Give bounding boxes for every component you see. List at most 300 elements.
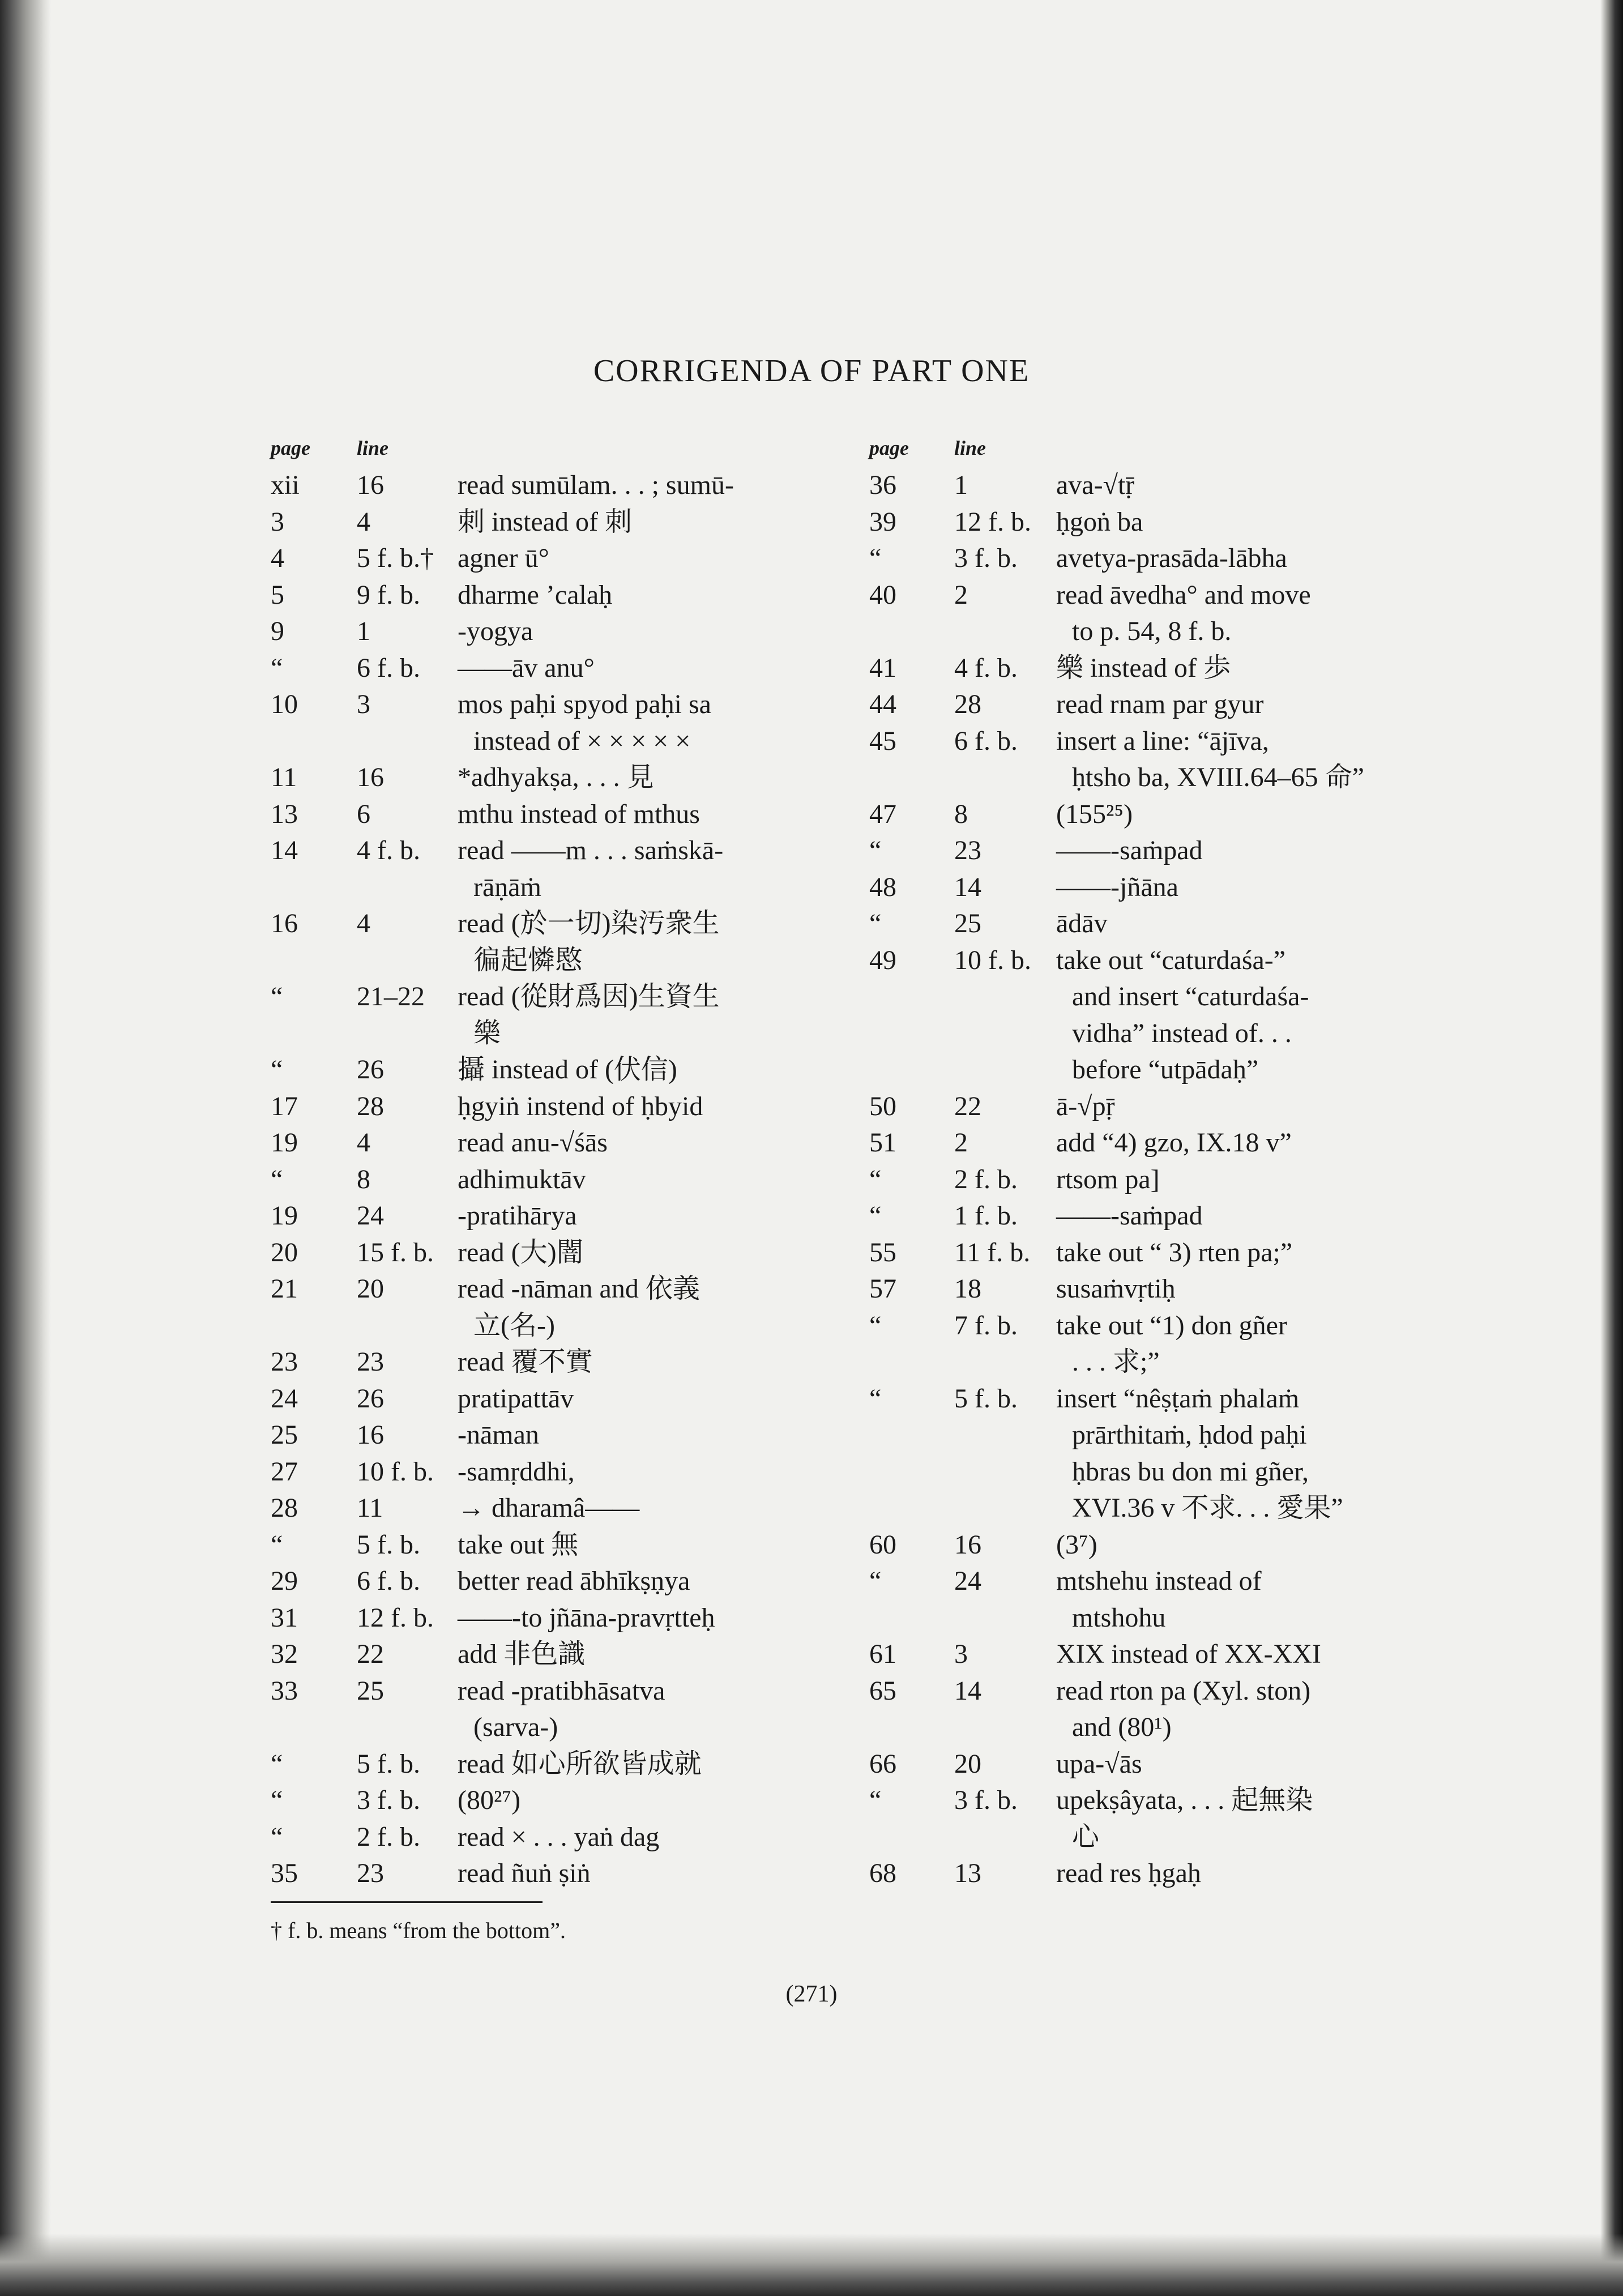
entry-line bbox=[869, 723, 1413, 760]
entry-line-number: 28 bbox=[357, 1091, 384, 1121]
entry-line-number: 5 f. b.† bbox=[357, 543, 434, 573]
entry-text: agner ū° bbox=[458, 543, 549, 573]
entry-page: xii bbox=[271, 470, 300, 500]
entry-line bbox=[271, 1782, 837, 1819]
entry-text: read ñuṅ ṣiṅ bbox=[458, 1858, 591, 1888]
entry-line bbox=[869, 906, 1413, 942]
entry-page: 55 bbox=[869, 1237, 896, 1268]
entry-text: read 如心所欲皆成就 bbox=[458, 1748, 702, 1779]
entry-line bbox=[869, 1271, 1413, 1308]
entry-line-number: 14 bbox=[954, 872, 981, 902]
entry-text: read (從財爲因)生資生 bbox=[458, 981, 720, 1012]
entry-text: and (80¹) bbox=[1072, 1712, 1172, 1742]
entry-line-number: 24 bbox=[954, 1566, 981, 1596]
page-header: page bbox=[869, 437, 909, 459]
entry-text: ——-saṁpad bbox=[1056, 1201, 1203, 1231]
entry-text: and insert “caturdaśa- bbox=[1072, 981, 1309, 1012]
entry-line bbox=[271, 942, 837, 979]
entry-text: adhimuktāv bbox=[458, 1164, 586, 1194]
entry-line bbox=[271, 869, 837, 906]
entry-text: 樂 instead of 歩 bbox=[1056, 652, 1231, 683]
entry-line-number: 1 bbox=[357, 616, 370, 646]
entry-line-number: 2 f. b. bbox=[954, 1164, 1018, 1194]
corrigendum-entry bbox=[869, 467, 1413, 504]
right-entries bbox=[869, 467, 1413, 1892]
entry-text: XIX instead of XX-XXI bbox=[1056, 1639, 1321, 1669]
corrigendum-entry bbox=[271, 1600, 837, 1637]
entry-line bbox=[869, 942, 1413, 979]
entry-line bbox=[869, 1052, 1413, 1089]
entry-text: susaṁvṛtiḥ bbox=[1056, 1274, 1176, 1304]
corrigendum-entry bbox=[271, 1636, 837, 1673]
entry-text: mtshohu bbox=[1072, 1602, 1166, 1633]
entry-text: (80²⁷) bbox=[458, 1785, 521, 1815]
entry-text: 徧起憐愍 bbox=[473, 945, 583, 975]
entry-text: ——āv anu° bbox=[458, 652, 595, 683]
entry-line-number: 26 bbox=[357, 1055, 384, 1085]
entry-page: 45 bbox=[869, 725, 896, 756]
corrigendum-entry bbox=[271, 906, 837, 979]
entry-line bbox=[271, 467, 837, 504]
entry-text: before “utpādaḥ” bbox=[1072, 1055, 1259, 1085]
entry-line bbox=[271, 1381, 837, 1418]
entry-line-number: 16 bbox=[954, 1529, 981, 1560]
entry-page: 21 bbox=[271, 1274, 298, 1304]
entry-line bbox=[271, 979, 837, 1015]
entry-page: “ bbox=[271, 1748, 283, 1779]
entry-page: 25 bbox=[271, 1420, 298, 1450]
entry-line-number: 16 bbox=[357, 1420, 384, 1450]
entry-text: vidha” instead of. . . bbox=[1072, 1018, 1292, 1048]
entry-line bbox=[869, 1746, 1413, 1783]
entry-text: -samṛddhi, bbox=[458, 1456, 575, 1487]
entry-text: 心 bbox=[1072, 1821, 1100, 1852]
entry-text: -pratihārya bbox=[458, 1201, 577, 1231]
entry-text: ḥgyiṅ instend of ḥbyid bbox=[458, 1091, 703, 1121]
corrigendum-entry bbox=[869, 869, 1413, 906]
page-title: CORRIGENDA OF PART ONE bbox=[593, 353, 1030, 389]
entry-text: take out “1) don gñer bbox=[1056, 1310, 1287, 1341]
entry-line-number: 8 bbox=[357, 1164, 370, 1194]
entry-text: read ——m . . . saṁskā- bbox=[458, 835, 724, 865]
entry-line bbox=[869, 1855, 1413, 1892]
entry-text: read 覆不實 bbox=[458, 1347, 593, 1377]
entry-page: 5 bbox=[271, 579, 284, 610]
left-column bbox=[271, 436, 837, 1892]
entry-page: 40 bbox=[869, 579, 896, 610]
entry-line bbox=[869, 540, 1413, 577]
entry-text: XVI.36 v 不求. . . 愛果” bbox=[1072, 1493, 1343, 1523]
entry-text: add 非色識 bbox=[458, 1639, 586, 1669]
corrigendum-entry bbox=[869, 1381, 1413, 1527]
entry-line bbox=[271, 504, 837, 541]
entry-page: 68 bbox=[869, 1858, 896, 1888]
entry-page: 23 bbox=[271, 1347, 298, 1377]
entry-page: 17 bbox=[271, 1091, 298, 1121]
entry-text: 攝 instead of (伏信) bbox=[458, 1055, 677, 1085]
entry-page: 39 bbox=[869, 506, 896, 537]
entry-page: 3 bbox=[271, 506, 284, 537]
entry-line-number: 5 f. b. bbox=[357, 1529, 420, 1560]
entry-page: 13 bbox=[271, 799, 298, 829]
entry-text: mos paḥi spyod paḥi sa bbox=[458, 689, 711, 719]
entry-line bbox=[869, 1089, 1413, 1125]
corrigendum-entry bbox=[271, 613, 837, 650]
entry-line bbox=[869, 1344, 1413, 1381]
scan-right-edge bbox=[1600, 0, 1623, 2296]
entry-page: “ bbox=[271, 1821, 283, 1852]
entry-line bbox=[869, 979, 1413, 1015]
page-header: page bbox=[271, 437, 310, 459]
line-header: line bbox=[357, 437, 389, 459]
entry-line bbox=[869, 1381, 1413, 1418]
entry-page: “ bbox=[271, 1529, 283, 1560]
entry-line bbox=[271, 1454, 837, 1491]
corrigendum-entry bbox=[271, 1162, 837, 1198]
entry-text: insert a line: “ājīva, bbox=[1056, 725, 1269, 756]
entry-line bbox=[869, 1308, 1413, 1345]
entry-line bbox=[271, 1015, 837, 1052]
entry-text: (3⁷) bbox=[1056, 1529, 1097, 1560]
entry-line-number: 2 bbox=[954, 579, 968, 610]
entry-text: *adhyakṣa, . . . 見 bbox=[458, 762, 654, 792]
corrigendum-entry bbox=[271, 796, 837, 833]
entry-line bbox=[271, 1855, 837, 1892]
entry-text: dharme ’calaḥ bbox=[458, 579, 613, 610]
entry-page: “ bbox=[271, 981, 283, 1012]
entry-line bbox=[271, 906, 837, 942]
entry-line bbox=[869, 1162, 1413, 1198]
corrigendum-entry bbox=[271, 577, 837, 614]
entry-line-number: 26 bbox=[357, 1383, 384, 1414]
entry-line bbox=[869, 504, 1413, 541]
entry-line bbox=[271, 759, 837, 796]
entry-page: “ bbox=[271, 1055, 283, 1085]
entry-line-number: 10 f. b. bbox=[357, 1456, 434, 1487]
entry-line bbox=[869, 1235, 1413, 1271]
corrigendum-entry bbox=[271, 1417, 837, 1454]
entry-page: 27 bbox=[271, 1456, 298, 1487]
entry-text: → dharamâ—— bbox=[458, 1493, 640, 1523]
entry-line bbox=[271, 1162, 837, 1198]
entry-text: read anu-√śās bbox=[458, 1128, 608, 1158]
entry-line-number: 6 f. b. bbox=[357, 1566, 420, 1596]
entry-line bbox=[271, 1198, 837, 1235]
entry-line-number: 3 f. b. bbox=[954, 543, 1018, 573]
entry-line-number: 18 bbox=[954, 1274, 981, 1304]
entry-line-number: 14 bbox=[954, 1675, 981, 1706]
entry-line-number: 21–22 bbox=[357, 981, 425, 1012]
entry-text: ——-saṁpad bbox=[1056, 835, 1203, 865]
entry-page: 47 bbox=[869, 799, 896, 829]
footnote: † f. b. means “from the bottom”. bbox=[271, 1918, 566, 1943]
entry-text: instead of × × × × × bbox=[473, 725, 691, 756]
entry-page: 29 bbox=[271, 1566, 298, 1596]
entry-line bbox=[869, 1636, 1413, 1673]
entry-line bbox=[869, 1125, 1413, 1162]
entry-page: “ bbox=[271, 1785, 283, 1815]
entry-line bbox=[271, 833, 837, 869]
entry-page: 33 bbox=[271, 1675, 298, 1706]
entry-line-number: 1 bbox=[954, 470, 968, 500]
entry-line-number: 2 bbox=[954, 1128, 968, 1158]
entry-line bbox=[271, 1089, 837, 1125]
entry-page: 66 bbox=[869, 1748, 896, 1779]
entry-page: “ bbox=[271, 1164, 283, 1194]
corrigendum-entry bbox=[271, 1746, 837, 1783]
entry-line-number: 23 bbox=[357, 1858, 384, 1888]
corrigendum-entry bbox=[271, 1527, 837, 1564]
entry-page: “ bbox=[869, 1383, 882, 1414]
entry-page: 35 bbox=[271, 1858, 298, 1888]
entry-text: pratipattāv bbox=[458, 1383, 574, 1414]
entry-line-number: 8 bbox=[954, 799, 968, 829]
entry-text: read res ḥgaḥ bbox=[1056, 1858, 1201, 1888]
entry-line bbox=[271, 1235, 837, 1271]
entry-page: 19 bbox=[271, 1201, 298, 1231]
corrigendum-entry bbox=[271, 1563, 837, 1600]
corrigendum-entry bbox=[271, 1454, 837, 1491]
entry-line-number: 13 bbox=[954, 1858, 981, 1888]
entry-text: rtsom pa] bbox=[1056, 1164, 1160, 1194]
entry-page: “ bbox=[271, 652, 283, 683]
entry-line bbox=[869, 613, 1413, 650]
corrigendum-entry bbox=[271, 1673, 837, 1746]
corrigendum-entry bbox=[869, 1198, 1413, 1235]
corrigendum-entry bbox=[271, 504, 837, 541]
corrigendum-entry bbox=[869, 1308, 1413, 1381]
entry-page: 60 bbox=[869, 1529, 896, 1560]
entry-line-number: 22 bbox=[954, 1091, 981, 1121]
entry-text: read (大)闇 bbox=[458, 1237, 584, 1268]
entry-line-number: 4 bbox=[357, 506, 370, 537]
entry-line bbox=[271, 1746, 837, 1783]
corrigendum-entry bbox=[271, 1490, 837, 1527]
entry-line bbox=[869, 869, 1413, 906]
entry-line bbox=[271, 796, 837, 833]
entry-line-number: 2 f. b. bbox=[357, 1821, 420, 1852]
corrigendum-entry bbox=[271, 1198, 837, 1235]
entry-text: ḥbras bu don mi gñer, bbox=[1072, 1456, 1309, 1487]
entry-text: upa-√ās bbox=[1056, 1748, 1142, 1779]
entry-line-number: 4 bbox=[357, 1128, 370, 1158]
entry-line bbox=[869, 467, 1413, 504]
entry-line-number: 4 f. b. bbox=[357, 835, 420, 865]
entry-line-number: 16 bbox=[357, 470, 384, 500]
entry-page: “ bbox=[869, 1201, 882, 1231]
entry-line bbox=[271, 1417, 837, 1454]
corrigendum-entry bbox=[271, 1089, 837, 1125]
corrigendum-entry bbox=[869, 942, 1413, 1089]
entry-text: 刺 instead of 刺 bbox=[458, 506, 632, 537]
entry-page: 49 bbox=[869, 945, 896, 975]
entry-line-number: 5 f. b. bbox=[357, 1748, 420, 1779]
entry-line bbox=[869, 1600, 1413, 1637]
corrigendum-entry bbox=[271, 1819, 837, 1856]
entry-text: rāṇāṁ bbox=[473, 872, 541, 902]
corrigendum-entry bbox=[869, 833, 1413, 869]
entry-line-number: 6 f. b. bbox=[954, 725, 1018, 756]
entry-text: ḥtsho ba, XVIII.64–65 命” bbox=[1072, 762, 1364, 792]
corrigendum-entry bbox=[271, 1782, 837, 1819]
entry-page: 16 bbox=[271, 908, 298, 938]
corrigendum-entry bbox=[271, 1855, 837, 1892]
entry-text: read × . . . yaṅ dag bbox=[458, 1821, 660, 1852]
corrigendum-entry bbox=[869, 1636, 1413, 1673]
entry-line-number: 4 f. b. bbox=[954, 652, 1018, 683]
column-header bbox=[869, 436, 1413, 467]
entry-line bbox=[271, 1600, 837, 1637]
corrigendum-entry bbox=[869, 1782, 1413, 1855]
entry-line-number: 20 bbox=[954, 1748, 981, 1779]
entry-line-number: 9 f. b. bbox=[357, 579, 420, 610]
corrigendum-entry bbox=[869, 1271, 1413, 1308]
corrigendum-entry bbox=[869, 1162, 1413, 1198]
entry-line bbox=[271, 613, 837, 650]
entry-line-number: 1 f. b. bbox=[954, 1201, 1018, 1231]
entry-line bbox=[869, 833, 1413, 869]
entry-page: 61 bbox=[869, 1639, 896, 1669]
entry-line bbox=[869, 1490, 1413, 1527]
entry-page: 24 bbox=[271, 1383, 298, 1414]
entry-line-number: 22 bbox=[357, 1639, 384, 1669]
entry-line bbox=[271, 686, 837, 723]
corrigendum-entry bbox=[869, 1089, 1413, 1125]
page-number: (271) bbox=[785, 1981, 838, 2007]
entry-text: prārthitaṁ, ḥdod paḥi bbox=[1072, 1420, 1307, 1450]
line-header: line bbox=[954, 437, 986, 459]
corrigendum-entry bbox=[271, 1052, 837, 1089]
entry-line bbox=[869, 577, 1413, 614]
scan-left-edge bbox=[0, 0, 51, 2296]
entry-line bbox=[869, 1709, 1413, 1746]
entry-page: “ bbox=[869, 908, 882, 938]
entry-line bbox=[271, 1636, 837, 1673]
entry-line-number: 5 f. b. bbox=[954, 1383, 1018, 1414]
entry-page: 48 bbox=[869, 872, 896, 902]
entry-text: -yogya bbox=[458, 616, 533, 646]
corrigendum-entry bbox=[869, 1673, 1413, 1746]
entry-page: “ bbox=[869, 1164, 882, 1194]
corrigendum-entry bbox=[869, 1527, 1413, 1564]
entry-text: 樂 bbox=[473, 1018, 501, 1048]
corrigendum-entry bbox=[271, 686, 837, 759]
entry-line-number: 3 bbox=[954, 1639, 968, 1669]
corrigendum-entry bbox=[869, 650, 1413, 687]
entry-page: 4 bbox=[271, 543, 284, 573]
entry-text: upekṣâyata, . . . 起無染 bbox=[1056, 1785, 1313, 1815]
entry-text: (155²⁵) bbox=[1056, 799, 1133, 829]
corrigendum-entry bbox=[271, 467, 837, 504]
entry-text: to p. 54, 8 f. b. bbox=[1072, 616, 1232, 646]
corrigendum-entry bbox=[869, 540, 1413, 577]
entry-page: 9 bbox=[271, 616, 284, 646]
entry-line bbox=[869, 1819, 1413, 1856]
entry-text: (sarva-) bbox=[473, 1712, 558, 1742]
entry-page: 36 bbox=[869, 470, 896, 500]
entry-text: ādāv bbox=[1056, 908, 1108, 938]
entry-line bbox=[869, 1417, 1413, 1454]
corrigendum-entry bbox=[271, 833, 837, 906]
entry-line-number: 3 f. b. bbox=[954, 1785, 1018, 1815]
entry-line bbox=[271, 540, 837, 577]
entry-line bbox=[869, 1782, 1413, 1819]
entry-text: ḥgoṅ ba bbox=[1056, 506, 1143, 537]
entry-text: read rton pa (Xyl. ston) bbox=[1056, 1675, 1311, 1706]
entry-line-number: 4 bbox=[357, 908, 370, 938]
entry-text: mthu instead of mthus bbox=[458, 799, 700, 829]
entry-line bbox=[271, 650, 837, 687]
entry-line-number: 11 bbox=[357, 1493, 383, 1523]
corrigendum-entry bbox=[869, 723, 1413, 796]
corrigendum-entry bbox=[271, 979, 837, 1052]
corrigendum-entry bbox=[869, 577, 1413, 650]
entry-page: 20 bbox=[271, 1237, 298, 1268]
entry-line bbox=[271, 1819, 837, 1856]
corrigendum-entry bbox=[869, 906, 1413, 942]
corrigendum-entry bbox=[869, 1235, 1413, 1271]
entry-line bbox=[869, 1198, 1413, 1235]
corrigendum-entry bbox=[271, 1125, 837, 1162]
entry-text: -nāman bbox=[458, 1420, 539, 1450]
entry-text: read (於一切)染汚衆生 bbox=[458, 908, 720, 938]
entry-page: 31 bbox=[271, 1602, 298, 1633]
entry-line-number: 11 f. b. bbox=[954, 1237, 1031, 1268]
corrigendum-entry bbox=[869, 1563, 1413, 1636]
entry-text: read -pratibhāsatva bbox=[458, 1675, 665, 1706]
entry-line bbox=[271, 577, 837, 614]
entry-page: “ bbox=[869, 835, 882, 865]
entry-page: 14 bbox=[271, 835, 298, 865]
entry-line-number: 10 f. b. bbox=[954, 945, 1031, 975]
entry-page: 28 bbox=[271, 1493, 298, 1523]
corrigendum-entry bbox=[869, 1125, 1413, 1162]
entry-page: 57 bbox=[869, 1274, 896, 1304]
entry-text: better read ābhīkṣṇya bbox=[458, 1566, 690, 1596]
corrigendum-entry bbox=[271, 1271, 837, 1344]
entry-page: 32 bbox=[271, 1639, 298, 1669]
corrigendum-entry bbox=[869, 504, 1413, 541]
entry-line bbox=[869, 1527, 1413, 1564]
entry-line-number: 25 bbox=[954, 908, 981, 938]
entry-page: 44 bbox=[869, 689, 896, 719]
entry-line-number: 12 f. b. bbox=[357, 1602, 434, 1633]
entry-line-number: 12 f. b. bbox=[954, 506, 1031, 537]
entry-page: “ bbox=[869, 1566, 882, 1596]
left-entries bbox=[271, 467, 837, 1892]
entry-text: ava-√tṝ bbox=[1056, 470, 1135, 500]
entry-line-number: 6 bbox=[357, 799, 370, 829]
entry-text: ā-√pṝ bbox=[1056, 1091, 1115, 1121]
entry-line bbox=[869, 796, 1413, 833]
entry-line bbox=[271, 1563, 837, 1600]
entry-text: . . . 求;” bbox=[1072, 1347, 1160, 1377]
corrigendum-entry bbox=[869, 686, 1413, 723]
entry-line-number: 7 f. b. bbox=[954, 1310, 1018, 1341]
entry-line bbox=[271, 1673, 837, 1710]
entry-line-number: 6 f. b. bbox=[357, 652, 420, 683]
entry-line bbox=[271, 1271, 837, 1308]
corrigendum-entry bbox=[869, 796, 1413, 833]
entry-line-number: 23 bbox=[357, 1347, 384, 1377]
entry-line bbox=[271, 1052, 837, 1089]
entry-line bbox=[869, 1454, 1413, 1491]
corrigendum-entry bbox=[271, 1344, 837, 1381]
entry-line bbox=[271, 1308, 837, 1345]
entry-line-number: 3 bbox=[357, 689, 370, 719]
entry-text: read -nāman and 依義 bbox=[458, 1274, 700, 1304]
entry-line bbox=[271, 1709, 837, 1746]
